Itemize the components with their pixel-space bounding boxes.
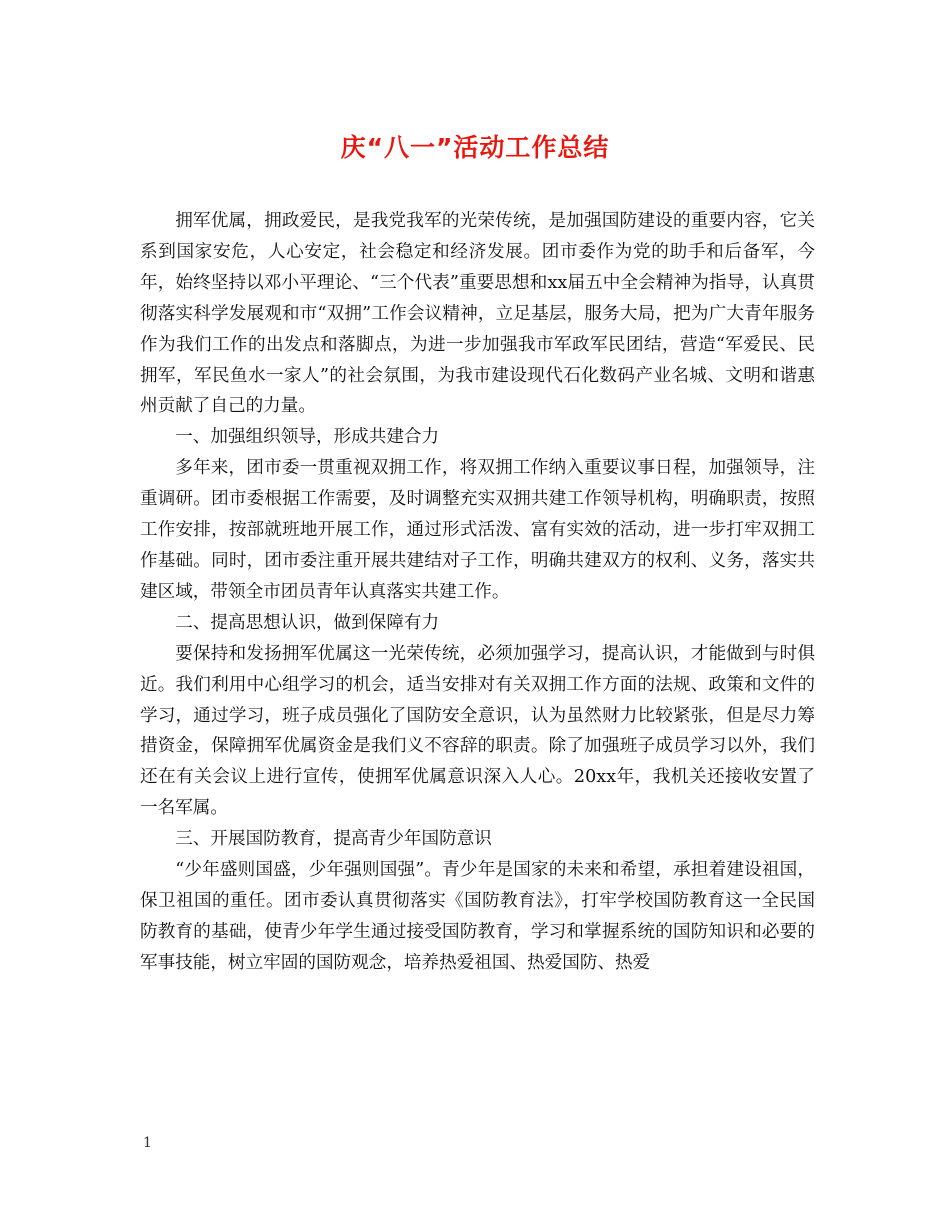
paragraph-section-2: 要保持和发扬拥军优属这一光荣传统，必须加强学习，提高认识，才能做到与时俱近。我们利用中心组学习的机会，适当安排对有关双拥工作方面的法规、政策和文件的学习，通过学习，班子成员强化了国防安全意识，认为虽然财力比较紧张，但是尽力筹措资金，保障拥军优属资金是我们义不容辞的职责。除了加强班子成员学习以外，我们还在有关会议上进行宣传，使拥军优属意识深入人心。20xx年，我机关还接收安置了一名军属。	[140, 643, 815, 819]
section-heading-3: 三、开展国防教育，提高青少年国防意识	[175, 829, 492, 850]
section-heading-2: 二、提高思想认识，做到保障有力	[175, 612, 440, 633]
document-body	[140, 206, 815, 979]
document-title: 庆“八一”活动工作总结	[340, 133, 610, 162]
paragraph-section-3: “少年盛则国盛，少年强则国强”。青少年是国家的未来和希望，承担着建设祖国，保卫祖国的重任。团市委认真贯彻落实《国防教育法》，打牢学校国防教育这一全民国防教育的基础，使青少年学生通过接受国防教育，学习和掌握系统的国防知识和必要的军事技能，树立牢固的国防观念，培养热爱祖国、热爱国防、热爱	[140, 860, 815, 973]
paragraph-intro: 拥军优属，拥政爱民，是我党我军的光荣传统，是加强国防建设的重要内容，它关系到国家安危，人心安定，社会稳定和经济发展。团市委作为党的助手和后备军，今年，始终坚持以邓小平理论、“三个代表”重要思想和xx届五中全会精神为指导，认真贯彻落实科学发展观和市“双拥”工作会议精神，立足基层，服务大局，把为广大青年服务作为我们工作的出发点和落脚点，为进一步加强我市军政军民团结，营造“军爱民、民拥军，军民鱼水一家人”的社会氛围，为我市建设现代石化数码产业名城、文明和谐惠州贡献了自己的力量。	[140, 211, 815, 417]
section-heading-1: 一、加强组织领导，形成共建合力	[175, 427, 440, 448]
paragraph-section-1: 多年来，团市委一贯重视双拥工作，将双拥工作纳入重要议事日程，加强领导，注重调研。团市委根据工作需要，及时调整充实双拥共建工作领导机构，明确职责，按照工作安排，按部就班地开展工作，通过形式活泼、富有实效的活动，进一步打牢双拥工作基础。同时，团市委注重开展共建结对子工作，明确共建双方的权利、义务，落实共建区域，带领全市团员青年认真落实共建工作。	[140, 458, 815, 602]
page-number: 1	[143, 1135, 152, 1151]
